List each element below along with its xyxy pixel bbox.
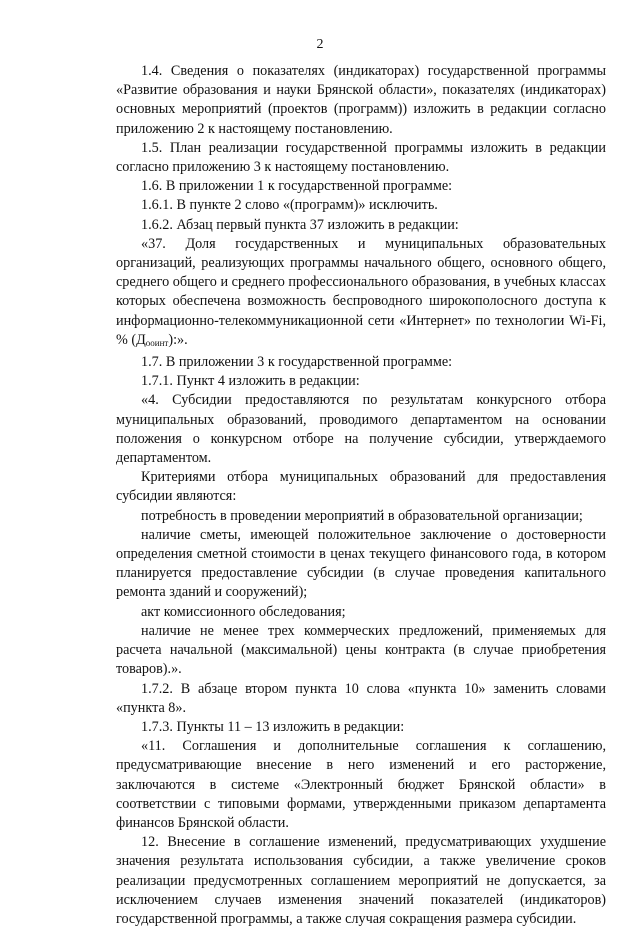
paragraph-4: «4. Субсидии предоставляются по результатам конкурсного отбора муниципальных образований, проводимого департаментом на основании положения о конкурсном отборе на получение субсидии, утверждаемого департаментом. (116, 392, 606, 467)
paragraph-1-5: 1.5. План реализации государственной программы изложить в редакции согласно приложению 3 к настоящему постановлению. (116, 139, 606, 176)
paragraph-1-7-3: 1.7.3. Пункты 11 – 13 изложить в редакции: (141, 718, 405, 735)
paragraph-12: 12. Внесение в соглашение изменений, предусматривающих ухудшение значения результата использования субсидии, а также увеличение сроков реализации предусмотренных соглашением мероприятий не допускается, за исключением случаев изменения значений показателей (индикаторов) государственной программы, а также случая сокращения размера субсидии. (116, 834, 606, 927)
paragraph-criterion-inspection: акт комиссионного обследования; (141, 603, 346, 620)
paragraph-1-6: 1.6. В приложении 1 к государственной программе: (141, 178, 453, 195)
page-number: 2 (316, 37, 324, 52)
paragraph-criterion-offers: наличие не менее трех коммерческих предложений, применяемых для расчета начальной (максимальной) цены контракта (в случае приобретения товаров).». (116, 622, 606, 678)
paragraph-1-7-2: 1.7.2. В абзаце втором пункта 10 слова «пункта 10» заменить словами «пункта 8». (116, 680, 606, 716)
paragraph-criterion-estimate: наличие сметы, имеющей положительное заключение о достоверности определения сметной стоимости в ценах текущего финансового года, в котором планируется предоставление субсидии (в случае проведения капитального ремонта зданий и сооружений); (116, 526, 606, 601)
paragraph-11: «11. Соглашения и дополнительные соглашения к соглашению, предусматривающие внесение в него изменений и его расторжение, заключаются в системе «Электронный бюджет Брянской области» в соответствии с типовыми формами, утвержденными приказом департамента финансов Брянской области. (116, 738, 606, 831)
paragraph-1-7-1: 1.7.1. Пункт 4 изложить в редакции: (141, 373, 360, 390)
paragraph-37-tail: ):». (168, 331, 188, 348)
paragraph-37-text: «37. Доля государственных и муниципальных образовательных организаций, реализующих программы начального общего, основного общего, среднего общего и среднего профессионального образования, в учебных классах которых обеспечена возможность беспроводного широкополосного доступа к информационно-телекоммуникационной сети «Интернет» по технологии Wi-Fi, % (Д (116, 235, 606, 348)
paragraph-1-6-1: 1.6.1. В пункте 2 слово «(программ)» исключить. (141, 197, 438, 214)
paragraph-37 (116, 235, 606, 353)
paragraph-1-7: 1.7. В приложении 3 к государственной программе: (141, 354, 453, 371)
document-body (116, 62, 606, 929)
paragraph-criteria: Критериями отбора муниципальных образований для предоставления субсидии являются: (116, 469, 606, 505)
paragraph-criterion-need: потребность в проведении мероприятий в образовательной организации; (141, 507, 583, 524)
paragraph-1-6-2: 1.6.2. Абзац первый пункта 37 изложить в редакции: (141, 216, 459, 233)
paragraph-1-4: 1.4. Сведения о показателях (индикаторах) государственной программы «Развитие образования и науки Брянской области», показателях (индикаторах) основных мероприятий (проектов (программ)) изложить в редакции согласно приложению 2 к настоящему постановлению. (116, 63, 606, 137)
indicator-subscript: ооинт (145, 337, 169, 348)
